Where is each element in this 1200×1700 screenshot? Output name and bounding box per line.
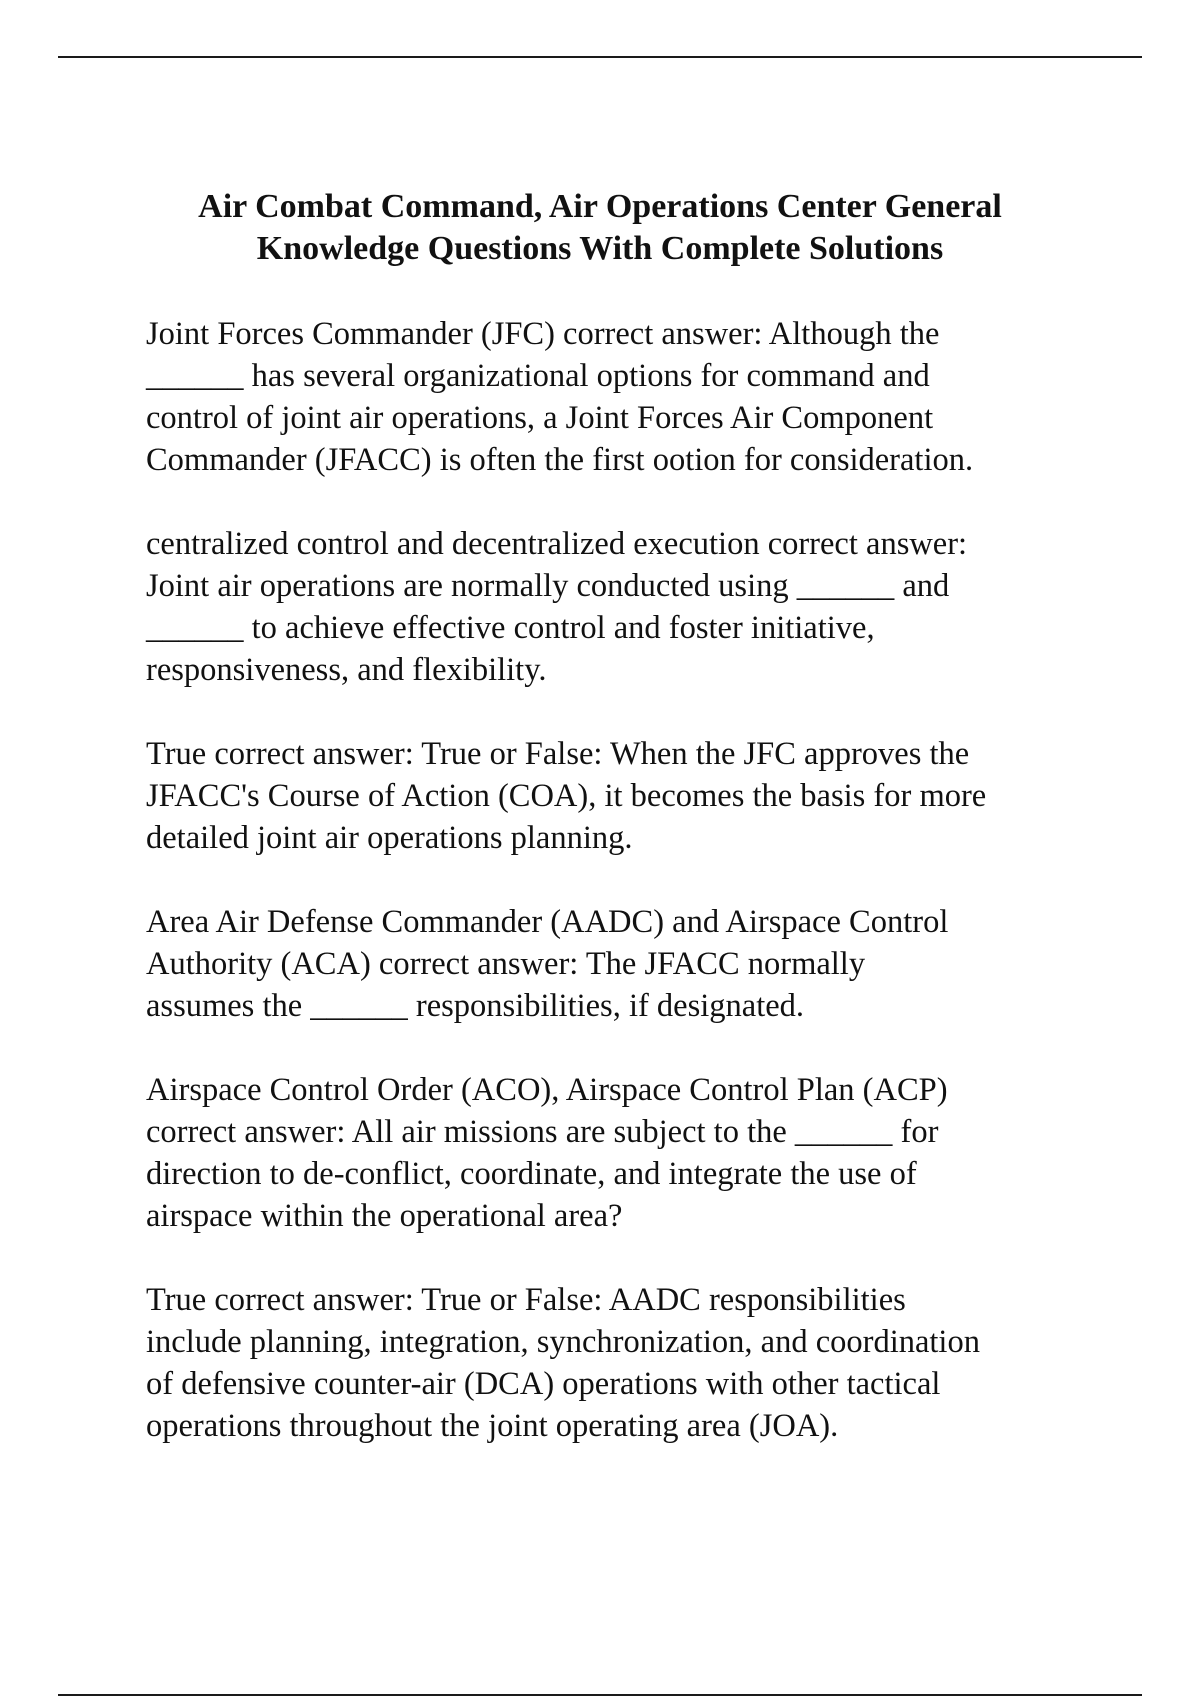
qa-item-line: assumes the ______ responsibilities, if designated. bbox=[146, 988, 805, 1024]
qa-item-line: ______ to achieve effective control and foster initiative, bbox=[146, 610, 875, 646]
qa-item-line: Airspace Control Order (ACO), Airspace Control Plan (ACP) bbox=[146, 1072, 948, 1108]
footer-rule bbox=[58, 1694, 1142, 1696]
qa-item-line: operations throughout the joint operating area (JOA). bbox=[146, 1408, 839, 1444]
document-title bbox=[100, 186, 1100, 270]
qa-item-line: correct answer: All air missions are subject to the ______ for bbox=[146, 1114, 939, 1150]
qa-item-line: responsiveness, and flexibility. bbox=[146, 652, 547, 688]
qa-item-3 bbox=[146, 733, 1146, 859]
qa-item-line: include planning, integration, synchronization, and coordination bbox=[146, 1324, 980, 1360]
qa-item-line: Area Air Defense Commander (AADC) and Airspace Control bbox=[146, 904, 949, 940]
qa-item-5 bbox=[146, 1069, 1146, 1237]
qa-item-line: centralized control and decentralized execution correct answer: bbox=[146, 526, 968, 562]
qa-item-line: Joint Forces Commander (JFC) correct answer: Although the bbox=[146, 316, 940, 352]
header-rule bbox=[58, 56, 1142, 58]
title-line-2: Knowledge Questions With Complete Solutions bbox=[256, 230, 944, 267]
qa-item-line: True correct answer: True or False: AADC responsibilities bbox=[146, 1282, 906, 1318]
qa-item-line: Commander (JFACC) is often the first ootion for consideration. bbox=[146, 442, 974, 478]
qa-item-line: control of joint air operations, a Joint Forces Air Component bbox=[146, 400, 934, 436]
qa-item-line: Authority (ACA) correct answer: The JFACC normally bbox=[146, 946, 866, 982]
qa-item-line: JFACC's Course of Action (COA), it becomes the basis for more bbox=[146, 778, 987, 814]
qa-item-4 bbox=[146, 901, 1146, 1027]
qa-item-line: detailed joint air operations planning. bbox=[146, 820, 633, 856]
qa-item-line: Joint air operations are normally conducted using ______ and bbox=[146, 568, 950, 604]
qa-item-line: ______ has several organizational options for command and bbox=[146, 358, 930, 394]
qa-item-6 bbox=[146, 1279, 1146, 1447]
qa-item-line: airspace within the operational area? bbox=[146, 1198, 623, 1234]
title-line-1: Air Combat Command, Air Operations Center General bbox=[198, 188, 1002, 225]
qa-item-line: True correct answer: True or False: When the JFC approves the bbox=[146, 736, 970, 772]
qa-item-2 bbox=[146, 523, 1146, 691]
question-answer-list bbox=[146, 313, 1146, 1489]
qa-item-line: of defensive counter-air (DCA) operations with other tactical bbox=[146, 1366, 941, 1402]
qa-item-line: direction to de-conflict, coordinate, and integrate the use of bbox=[146, 1156, 917, 1192]
qa-item-1 bbox=[146, 313, 1146, 481]
